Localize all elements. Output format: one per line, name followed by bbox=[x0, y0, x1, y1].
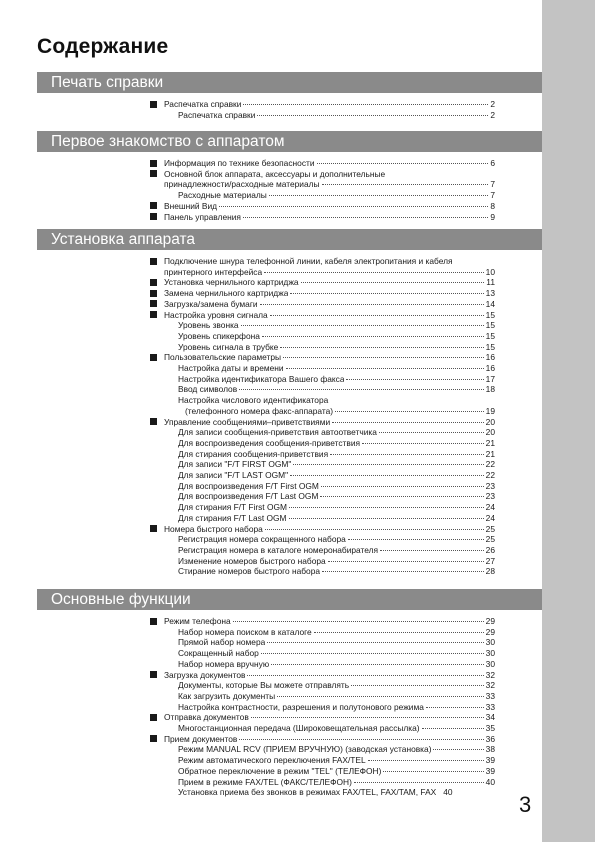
dot-leader bbox=[290, 475, 484, 476]
toc-subentry[interactable] bbox=[148, 534, 495, 545]
toc-entry[interactable] bbox=[148, 417, 495, 428]
entry-page-number: 24 bbox=[485, 512, 495, 523]
entry-page-number: 8 bbox=[490, 200, 495, 211]
toc-subentry[interactable] bbox=[148, 384, 495, 395]
toc-entry[interactable] bbox=[148, 256, 495, 277]
entry-page-number: 15 bbox=[485, 341, 495, 352]
toc-entry[interactable] bbox=[148, 310, 495, 321]
entry-page-number: 38 bbox=[485, 744, 495, 755]
entry-page-number: 11 bbox=[486, 277, 495, 288]
entry-title: Для записи сообщения-приветствия автоответчика bbox=[178, 427, 377, 438]
entry-page-number: 16 bbox=[485, 352, 495, 363]
entry-page-number: 10 bbox=[485, 266, 495, 277]
entry-title: Набор номера вручную bbox=[178, 658, 270, 669]
entry-title: Распечатка справки bbox=[164, 99, 242, 109]
dot-leader bbox=[422, 728, 484, 729]
entry-page-number: 40 bbox=[485, 776, 495, 787]
toc-entry[interactable] bbox=[148, 712, 495, 723]
entry-page-number: 39 bbox=[485, 755, 495, 766]
dot-leader bbox=[426, 707, 484, 708]
dot-leader bbox=[277, 696, 484, 697]
entry-title: Уровень спикерфона bbox=[178, 330, 260, 341]
toc-subentry[interactable] bbox=[148, 190, 495, 201]
entry-title: Многостанционная передача (Широковещательная рассылка) bbox=[178, 723, 420, 734]
toc-entry[interactable] bbox=[148, 201, 495, 212]
toc-list bbox=[148, 158, 495, 222]
dot-leader bbox=[321, 486, 484, 487]
entry-title: Установка приема без звонков в режимах FAX/TEL, FAX/TAM, FAX bbox=[178, 787, 437, 798]
entry-page-number: 13 bbox=[485, 288, 495, 299]
dot-leader bbox=[379, 432, 484, 433]
entry-page-number: 26 bbox=[485, 544, 495, 555]
entry-page-number: 14 bbox=[485, 298, 495, 309]
entry-title: Ввод символов bbox=[178, 384, 238, 395]
entry-title: (телефонного номера факс-аппарата) bbox=[185, 405, 334, 416]
section-heading: Основные функции bbox=[37, 589, 542, 610]
entry-page-number: 36 bbox=[485, 733, 495, 744]
toc-subentry[interactable] bbox=[148, 491, 495, 502]
entry-title: Номера быстрого набора bbox=[164, 523, 263, 534]
entry-page-number: 24 bbox=[485, 502, 495, 513]
square-bullet-icon bbox=[150, 735, 157, 742]
dot-leader bbox=[267, 642, 483, 643]
entry-title: Режим телефона bbox=[164, 616, 231, 626]
entry-title: Настройка идентификатора Вашего факса bbox=[178, 373, 345, 384]
square-bullet-icon bbox=[150, 170, 157, 177]
entry-title: Режим автоматического переключения FAX/TEL bbox=[178, 755, 366, 766]
toc-subentry[interactable] bbox=[148, 331, 495, 342]
dot-leader bbox=[289, 507, 484, 508]
dot-leader bbox=[368, 760, 484, 761]
dot-leader bbox=[354, 782, 484, 783]
entry-title: Сокращенный набор bbox=[178, 648, 259, 659]
entry-page-number: 7 bbox=[490, 190, 495, 201]
section-heading: Первое знакомство с аппаратом bbox=[37, 131, 542, 152]
dot-leader bbox=[320, 496, 483, 497]
toc-subentry[interactable] bbox=[148, 502, 495, 513]
entry-page-number: 9 bbox=[490, 211, 495, 222]
entry-title: Уровень звонка bbox=[178, 320, 239, 331]
page-title: Содержание bbox=[37, 35, 169, 58]
dot-leader bbox=[243, 217, 488, 218]
entry-title: Как загрузить документы bbox=[178, 690, 276, 701]
toc-subentry[interactable] bbox=[148, 787, 495, 798]
entry-title: Для записи "F/T LAST OGM" bbox=[178, 470, 289, 481]
dot-leader bbox=[286, 368, 484, 369]
entry-title-line: Подключение шнура телефонной линии, кабеля электропитания и кабеля bbox=[164, 256, 453, 266]
entry-page-number: 25 bbox=[485, 534, 495, 545]
toc-entry[interactable] bbox=[148, 616, 495, 627]
entry-title: Загрузка документов bbox=[164, 669, 246, 680]
dot-leader bbox=[265, 529, 484, 530]
toc-list bbox=[148, 616, 495, 798]
square-bullet-icon bbox=[150, 671, 157, 678]
square-bullet-icon bbox=[150, 202, 157, 209]
entry-title: Документы, которые Вы можете отправлять bbox=[178, 680, 350, 691]
toc-subentry[interactable] bbox=[148, 723, 495, 734]
toc-subentry[interactable] bbox=[148, 777, 495, 788]
toc-subentry[interactable] bbox=[148, 320, 495, 331]
dot-leader bbox=[261, 653, 484, 654]
toc-entry[interactable] bbox=[148, 299, 495, 310]
entry-title: Для воспроизведения сообщения-приветствия bbox=[178, 437, 361, 448]
toc-subentry[interactable] bbox=[148, 374, 495, 385]
dot-leader bbox=[239, 739, 483, 740]
entry-page-number: 29 bbox=[485, 616, 495, 626]
dot-leader bbox=[328, 561, 484, 562]
toc-list bbox=[148, 99, 495, 120]
dot-leader bbox=[280, 347, 483, 348]
entry-title: Настройка уровня сигнала bbox=[164, 309, 268, 320]
toc-subentry[interactable] bbox=[148, 470, 495, 481]
square-bullet-icon bbox=[150, 311, 157, 318]
entry-page-number: 35 bbox=[485, 723, 495, 734]
entry-page-number: 40 bbox=[443, 787, 453, 798]
square-bullet-icon bbox=[150, 258, 157, 265]
entry-page-number: 20 bbox=[485, 416, 495, 427]
entry-title: Прием в режиме FAX/TEL (ФАКС/ТЕЛЕФОН) bbox=[178, 776, 352, 787]
dot-leader bbox=[243, 104, 488, 105]
entry-title: Настройка контрастности, разрешения и полутонового режима bbox=[178, 701, 424, 712]
dot-leader bbox=[322, 184, 489, 185]
toc-subentry[interactable] bbox=[148, 438, 495, 449]
toc-entry[interactable] bbox=[148, 212, 495, 223]
entry-title: принтерного интерфейса bbox=[164, 266, 263, 277]
entry-page-number: 29 bbox=[485, 626, 495, 637]
dot-leader bbox=[269, 195, 489, 196]
entry-title: Для стирания F/T First OGM bbox=[178, 502, 287, 513]
entry-title: Режим MANUAL RCV (ПРИЕМ ВРУЧНУЮ) (заводская установка) bbox=[178, 744, 432, 755]
entry-title-line: Настройка числового идентификатора bbox=[178, 395, 329, 406]
dot-leader bbox=[239, 389, 484, 390]
entry-page-number: 32 bbox=[485, 669, 495, 680]
toc-subentry[interactable] bbox=[148, 449, 495, 460]
entry-title: Регистрация номера в каталоге номеронабирателя bbox=[178, 544, 379, 555]
toc-entry[interactable] bbox=[148, 169, 495, 190]
dot-leader bbox=[257, 115, 488, 116]
dot-leader bbox=[262, 336, 484, 337]
square-bullet-icon bbox=[150, 160, 157, 167]
dot-leader bbox=[383, 771, 483, 772]
dot-leader bbox=[264, 272, 484, 273]
entry-page-number: 22 bbox=[485, 470, 495, 481]
section-heading: Печать справки bbox=[37, 72, 542, 93]
toc-subentry[interactable] bbox=[148, 342, 495, 353]
toc-subentry[interactable] bbox=[148, 363, 495, 374]
dot-leader bbox=[290, 293, 483, 294]
toc-subentry[interactable] bbox=[148, 766, 495, 777]
entry-title: Пользовательские параметры bbox=[164, 352, 282, 363]
toc-entry[interactable] bbox=[148, 734, 495, 745]
entry-page-number: 6 bbox=[490, 158, 495, 168]
square-bullet-icon bbox=[150, 300, 157, 307]
entry-page-number: 32 bbox=[485, 680, 495, 691]
dot-leader bbox=[380, 550, 484, 551]
entry-page-number: 7 bbox=[490, 179, 495, 190]
entry-page-number: 34 bbox=[485, 712, 495, 723]
entry-title: Управление сообщениями–приветствиями bbox=[164, 416, 331, 427]
dot-leader bbox=[270, 315, 484, 316]
entry-page-number: 21 bbox=[485, 437, 495, 448]
entry-page-number: 2 bbox=[490, 109, 495, 120]
entry-page-number: 30 bbox=[485, 648, 495, 659]
entry-page-number: 15 bbox=[485, 309, 495, 320]
toc-subentry[interactable] bbox=[148, 481, 495, 492]
toc-subentry[interactable] bbox=[148, 637, 495, 648]
toc-entry[interactable] bbox=[148, 524, 495, 535]
toc-subentry[interactable] bbox=[148, 395, 495, 416]
toc-subentry[interactable] bbox=[148, 648, 495, 659]
dot-leader bbox=[283, 357, 484, 358]
entry-page-number: 30 bbox=[485, 637, 495, 648]
entry-title: принадлежности/расходные материалы bbox=[164, 179, 320, 190]
toc-section bbox=[37, 72, 542, 120]
dot-leader bbox=[260, 304, 484, 305]
dot-leader bbox=[314, 632, 484, 633]
entry-title: Расходные материалы bbox=[178, 190, 267, 201]
toc-subentry[interactable] bbox=[148, 659, 495, 670]
square-bullet-icon bbox=[150, 290, 157, 297]
entry-title: Стирание номеров быстрого набора bbox=[178, 566, 321, 577]
dot-leader bbox=[293, 464, 483, 465]
toc-entry[interactable] bbox=[148, 670, 495, 681]
entry-title: Отправка документов bbox=[164, 712, 249, 723]
entry-page-number: 19 bbox=[485, 405, 495, 416]
entry-title: Замена чернильного картриджа bbox=[164, 288, 289, 299]
dot-leader bbox=[219, 206, 488, 207]
entry-title-line: Основной блок аппарата, аксессуары и дополнительные bbox=[164, 168, 386, 179]
entry-page-number: 18 bbox=[485, 384, 495, 395]
dot-leader bbox=[271, 664, 484, 665]
square-bullet-icon bbox=[150, 101, 157, 108]
entry-page-number: 25 bbox=[485, 523, 495, 534]
side-margin-tab bbox=[542, 0, 595, 842]
toc-entry[interactable] bbox=[148, 288, 495, 299]
entry-page-number: 39 bbox=[485, 765, 495, 776]
entry-title: Настройка даты и времени bbox=[178, 363, 284, 374]
entry-title: Прямой набор номера bbox=[178, 637, 266, 648]
entry-title: Для воспроизведения F/T Last OGM bbox=[178, 491, 319, 502]
dot-leader bbox=[362, 443, 484, 444]
square-bullet-icon bbox=[150, 525, 157, 532]
entry-title: Регистрация номера сокращенного набора bbox=[178, 534, 346, 545]
toc-subentry[interactable] bbox=[148, 744, 495, 755]
dot-leader bbox=[233, 621, 484, 622]
entry-page-number: 23 bbox=[485, 480, 495, 491]
dot-leader bbox=[348, 539, 484, 540]
entry-page-number: 22 bbox=[485, 459, 495, 470]
entry-title: Установка чернильного картриджа bbox=[164, 277, 299, 288]
section-heading: Установка аппарата bbox=[37, 229, 542, 250]
toc-section bbox=[37, 589, 542, 798]
dot-leader bbox=[247, 675, 483, 676]
entry-page-number: 15 bbox=[485, 320, 495, 331]
square-bullet-icon bbox=[150, 354, 157, 361]
toc-subentry[interactable] bbox=[148, 513, 495, 524]
toc-list bbox=[148, 256, 495, 577]
dot-leader bbox=[289, 518, 484, 519]
entry-page-number: 30 bbox=[485, 658, 495, 669]
entry-page-number: 15 bbox=[485, 330, 495, 341]
entry-title: Изменение номеров быстрого набора bbox=[178, 555, 326, 566]
entry-title: Для записи "F/T FIRST OGM" bbox=[178, 459, 292, 470]
dot-leader bbox=[330, 454, 484, 455]
entry-page-number: 28 bbox=[485, 566, 495, 577]
dot-leader bbox=[335, 411, 484, 412]
entry-page-number: 17 bbox=[485, 373, 495, 384]
entry-title: Панель управления bbox=[164, 211, 241, 222]
toc-subentry[interactable] bbox=[148, 691, 495, 702]
entry-page-number: 23 bbox=[485, 491, 495, 502]
toc-entry[interactable] bbox=[148, 158, 495, 169]
toc-subentry[interactable] bbox=[148, 755, 495, 766]
dot-leader bbox=[301, 282, 485, 283]
toc-subentry[interactable] bbox=[148, 680, 495, 691]
entry-page-number: 20 bbox=[485, 427, 495, 438]
dot-leader bbox=[433, 749, 483, 750]
page-number: 3 bbox=[519, 792, 532, 817]
toc-section bbox=[37, 131, 542, 222]
entry-title: Набор номера поиском в каталоге bbox=[178, 626, 312, 637]
square-bullet-icon bbox=[150, 418, 157, 425]
entry-title: Загрузка/замена бумаги bbox=[164, 298, 258, 309]
toc-subentry[interactable] bbox=[148, 427, 495, 438]
entry-title: Информация по технике безопасности bbox=[164, 158, 315, 168]
entry-title: Прием документов bbox=[164, 733, 238, 744]
square-bullet-icon bbox=[150, 714, 157, 721]
toc-entry[interactable] bbox=[148, 277, 495, 288]
toc-subentry[interactable] bbox=[148, 459, 495, 470]
dot-leader bbox=[317, 163, 489, 164]
square-bullet-icon bbox=[150, 279, 157, 286]
entry-page-number: 2 bbox=[490, 99, 495, 109]
toc-entry[interactable] bbox=[148, 99, 495, 110]
entry-title: Для воспроизведения F/T First OGM bbox=[178, 480, 319, 491]
dot-leader bbox=[241, 325, 484, 326]
square-bullet-icon bbox=[150, 618, 157, 625]
entry-title: Внешний Вид bbox=[164, 200, 218, 211]
entry-title: Обратное переключение в режим "TEL" (ТЕЛЕФОН) bbox=[178, 765, 382, 776]
toc-subentry[interactable] bbox=[148, 566, 495, 577]
entry-title: Уровень сигнала в трубке bbox=[178, 341, 279, 352]
dot-leader bbox=[351, 685, 484, 686]
entry-title: Для стирания сообщения-приветствия bbox=[178, 448, 329, 459]
dot-leader bbox=[346, 379, 483, 380]
dot-leader bbox=[251, 717, 484, 718]
toc-entry[interactable] bbox=[148, 352, 495, 363]
toc-subentry[interactable] bbox=[148, 702, 495, 713]
toc-section bbox=[37, 229, 542, 577]
toc-subentry[interactable] bbox=[148, 556, 495, 567]
entry-page-number: 21 bbox=[485, 448, 495, 459]
dot-leader bbox=[322, 571, 484, 572]
entry-title: Для стирания F/T Last OGM bbox=[178, 512, 287, 523]
toc-subentry[interactable] bbox=[148, 110, 495, 121]
toc-subentry[interactable] bbox=[148, 545, 495, 556]
toc-subentry[interactable] bbox=[148, 627, 495, 638]
entry-page-number: 33 bbox=[485, 701, 495, 712]
entry-page-number: 33 bbox=[485, 690, 495, 701]
square-bullet-icon bbox=[150, 213, 157, 220]
dot-leader bbox=[332, 422, 484, 423]
entry-title: Распечатка справки bbox=[178, 109, 256, 120]
entry-page-number: 27 bbox=[485, 555, 495, 566]
entry-page-number: 16 bbox=[485, 363, 495, 374]
